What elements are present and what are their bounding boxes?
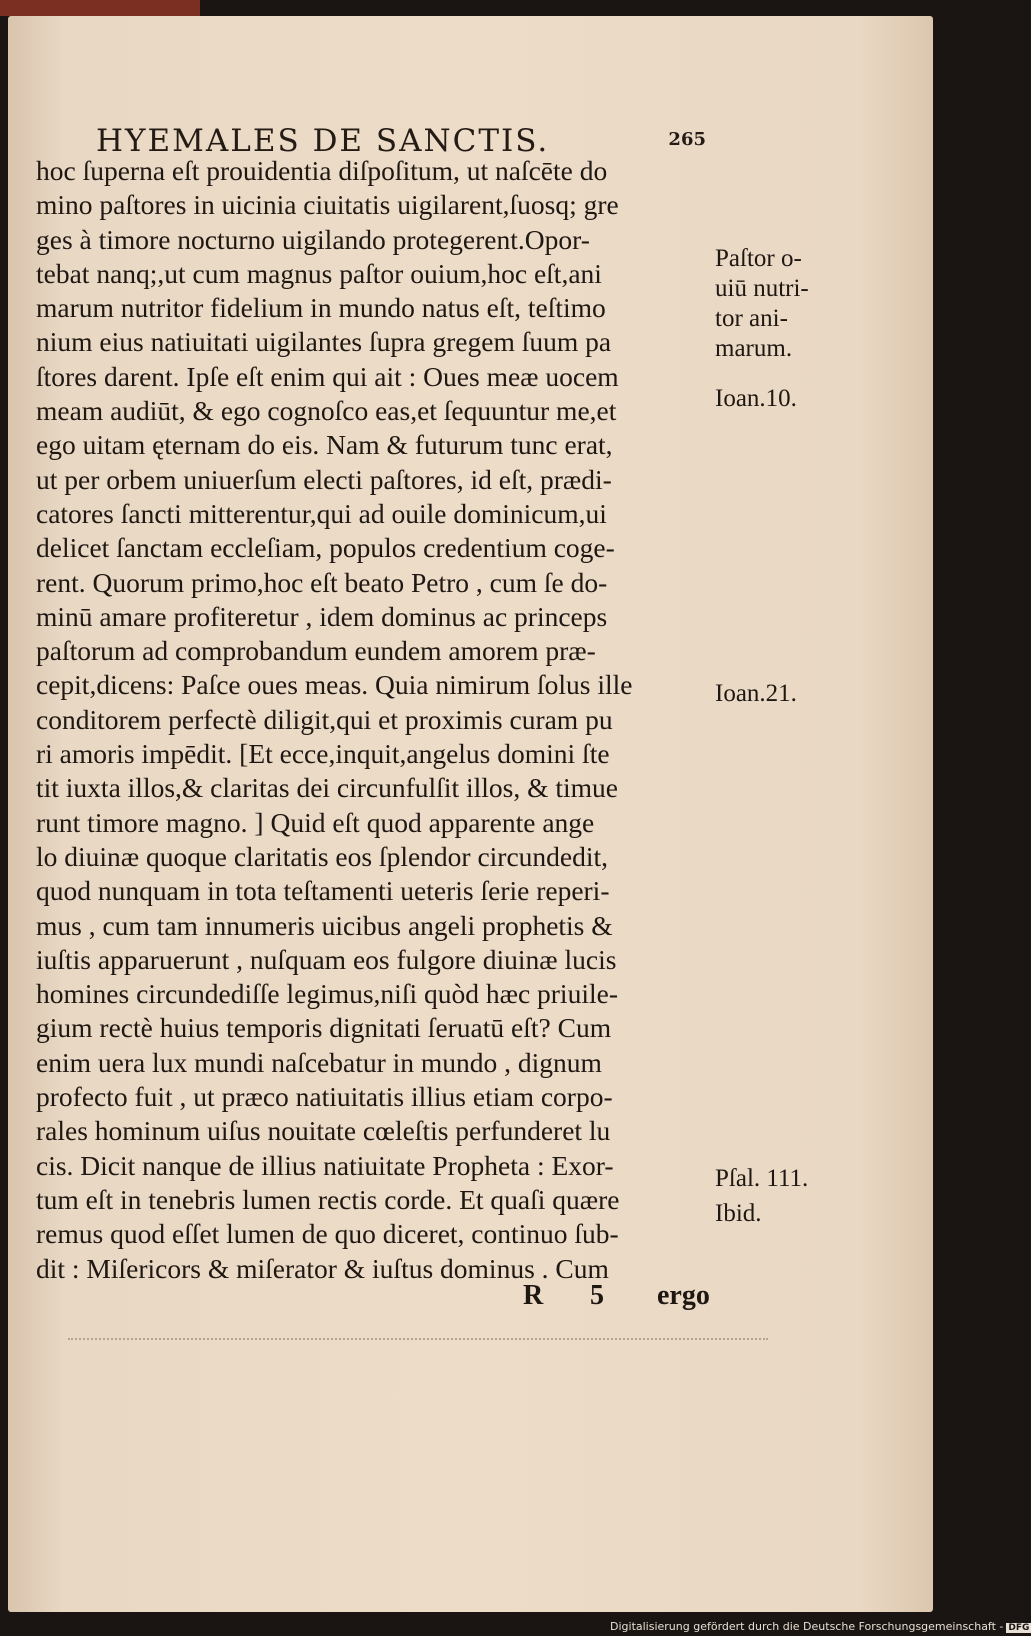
text-line: tebat nanq;,ut cum magnus paſtor ouium,hoc eſt,ani [36,257,602,289]
header-title: HYEMALES DE SANCTIS. [96,123,550,159]
text-line: ſtores darent. Ipſe eſt enim qui ait : Oues meæ uocem [36,360,619,392]
margin-note-ioan-21: Ioan.21. [715,680,797,707]
text-line: delicet ſanctam eccleſiam, populos credentium coge- [36,532,615,564]
page-footer [523,1280,710,1312]
text-line: profecto fuit , ut præco natiuitatis illius etiam corpo- [36,1081,613,1113]
catchword: ergo [657,1280,710,1311]
text-line: ego uitam ęternam do eis. Nam & futurum tunc erat, [36,429,613,461]
text-line: ges à timore nocturno uigilando protegerent.Opor- [36,223,590,255]
text-line: conditorem perfectè diligit,qui et proximis curam pu [36,703,613,735]
margin-note-line: marum. [715,335,793,362]
text-line: iuſtis apparuerunt , nuſquam eos fulgore diuinæ lucis [36,943,617,975]
dfg-logo-icon: DFG [1008,1623,1030,1633]
digitization-credit [610,1620,1031,1633]
signature-number: 5 [590,1280,604,1311]
text-line: rent. Quorum primo,hoc eſt beato Petro , cum ſe do- [36,566,608,598]
page-edge-strip [0,0,200,16]
margin-note-line: uiū nutri- [715,275,809,302]
dotted-rule [68,1338,768,1340]
text-line: gium rectè huius temporis dignitati ſeruatū eſt? Cum [36,1012,612,1044]
text-line: mino paſtores in uicinia ciuitatis uigilarent,ſuosq; gre [36,189,619,221]
text-line: quod nunquam in tota teſtamenti ueteris ſerie reperi- [36,875,610,907]
text-line: lo diuinæ quoque claritatis eos ſplendor circundedit, [36,840,609,872]
text-line: tum eſt in tenebris lumen rectis corde. Et quaſi quære [36,1183,620,1215]
text-line: homines circundediſſe legimus,niſi quòd hæc priuile- [36,978,618,1010]
margin-note-ioan-10: Ioan.10. [715,385,797,412]
text-line: meam audiūt, & ego cognoſco eas,et ſequuntur me,et [36,395,617,427]
text-line: nium eius natiuitati uigilantes ſupra gregem ſuum pa [36,326,612,358]
book-page [8,16,933,1612]
text-line: mus , cum tam innumeris uicibus angeli prophetis & [36,909,613,941]
text-line: runt timore magno. ] Quid eſt quod apparente ange [36,806,595,838]
text-line: tit iuxta illos,& claritas dei circunfulſit illos, & timue [36,772,618,804]
margin-note-line: Paſtor o- [715,245,802,272]
text-line: rales hominum uiſus nouitate cœleſtis perfunderet lu [36,1115,611,1147]
text-line: hoc ſuperna eſt prouidentia diſpoſitum, ut naſcēte do [36,155,608,186]
margin-note-ibid: Ibid. [715,1200,762,1227]
folio-number: 265 [668,129,706,150]
text-line: remus quod eſſet lumen de quo diceret, continuo ſub- [36,1218,619,1250]
text-line: cepit,dicens: Paſce oues meas. Quia nimirum ſolus ille [36,669,633,701]
margin-note-psalm: Pſal. 111. [715,1165,809,1192]
credit-text: Digitalisierung gefördert durch die Deutsche Forschungsgemeinschaft - [610,1620,1004,1633]
text-line: enim uera lux mundi naſcebatur in mundo , dignum [36,1046,602,1078]
margin-note-pastor [715,244,809,364]
text-line: minū amare profiteretur , idem dominus ac princeps [36,600,608,632]
text-line: catores ſancti mitterentur,qui ad ouile dominicum,ui [36,497,607,529]
margin-note-line: tor ani- [715,305,788,332]
text-line: ri amoris impēdit. [Et ecce,inquit,angelus domini ſte [36,738,610,770]
text-line: dit : Miſericors & miſerator & iuſtus dominus . Cum [36,1252,609,1284]
text-line: cis. Dicit nanque de illius natiuitate Propheta : Exor- [36,1149,614,1181]
main-text-block [36,154,716,1286]
signature-mark: R [523,1280,544,1311]
text-line: marum nutritor fidelium in mundo natus eſt, teſtimo [36,292,606,324]
text-line: ut per orbem uniuerſum electi paſtores, id eſt, prædi- [36,463,612,495]
text-line: paſtorum ad comprobandum eundem amorem præ- [36,635,596,667]
